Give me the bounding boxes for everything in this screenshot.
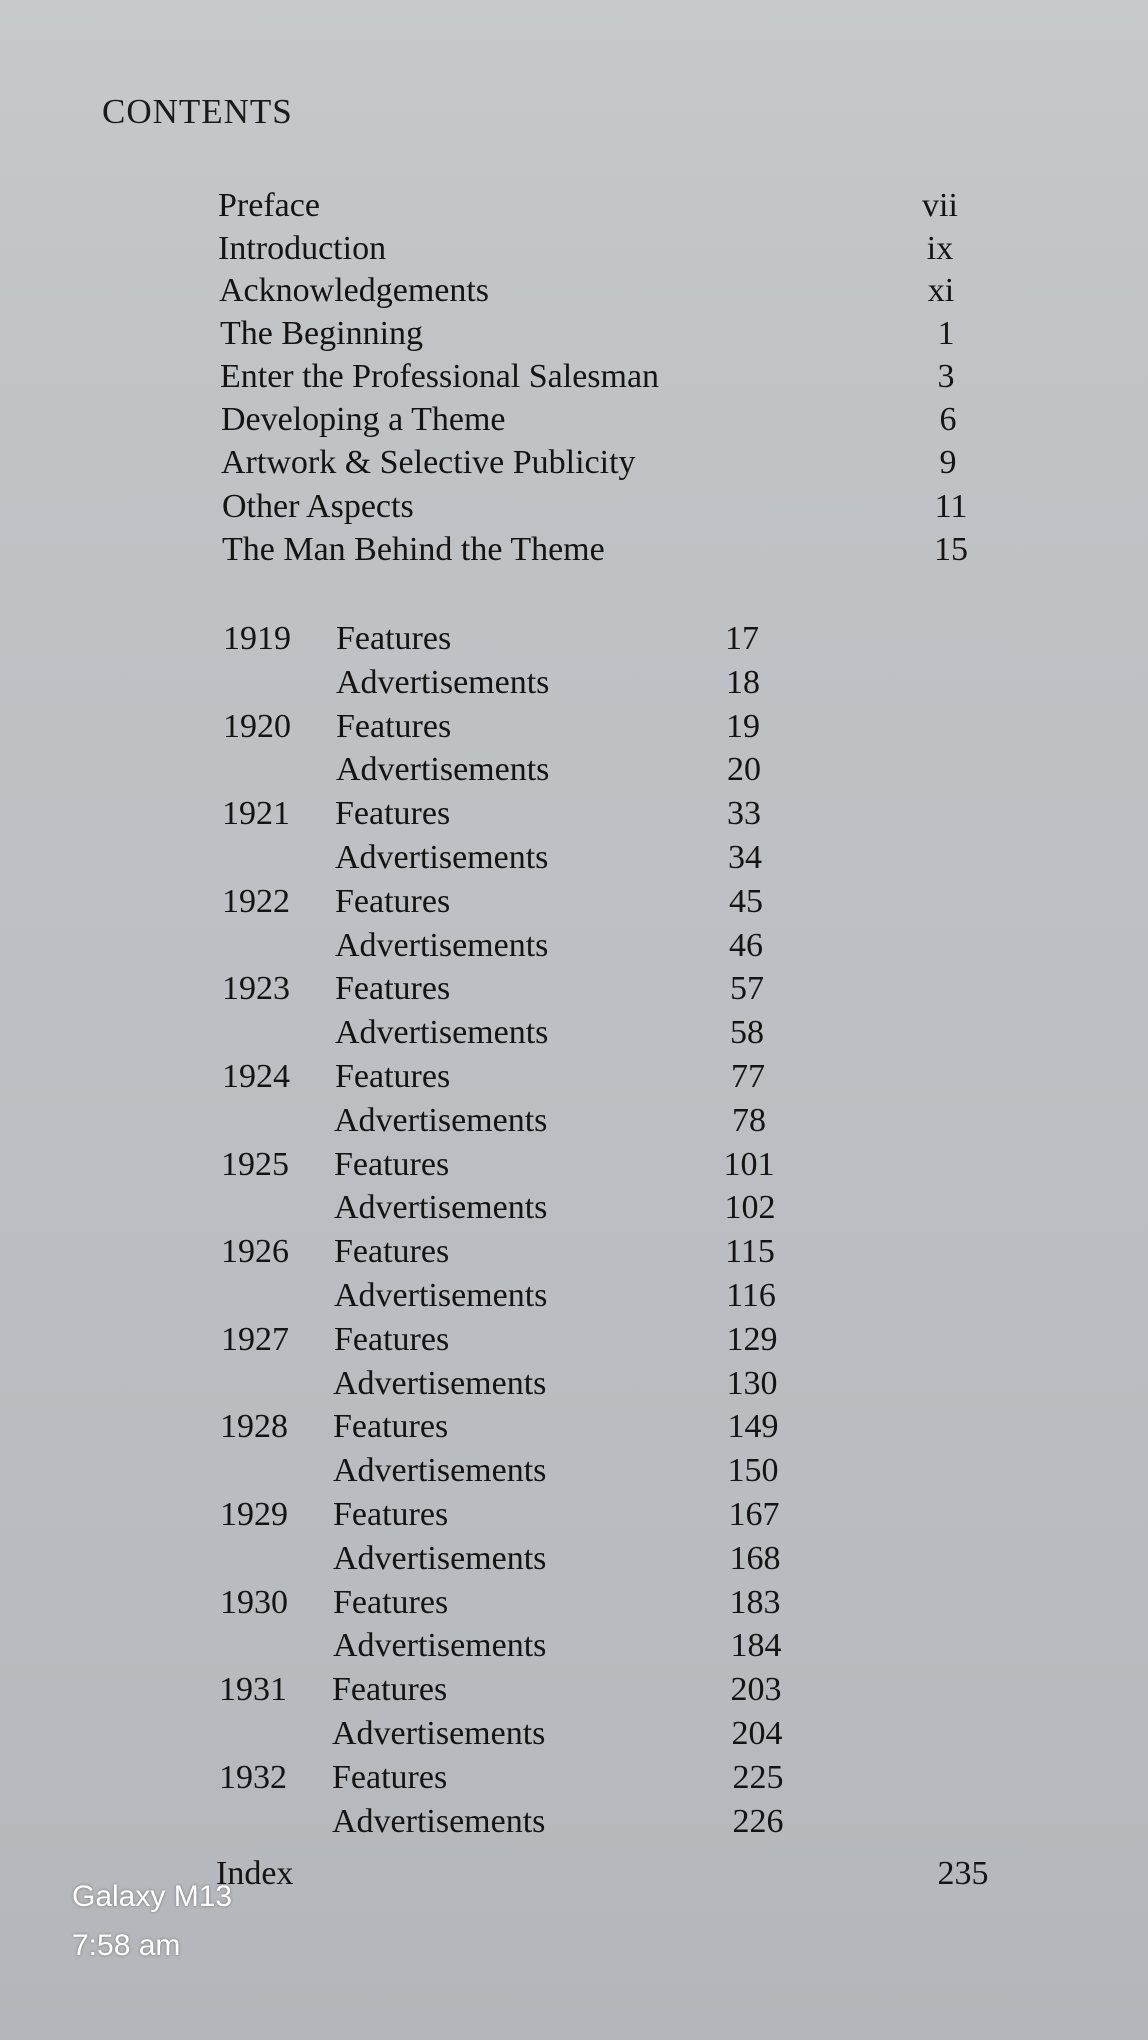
index-title: Index bbox=[216, 1855, 294, 1892]
toc-ads-label: Advertisements bbox=[334, 1102, 548, 1139]
toc-entry-title: Developing a Theme bbox=[221, 401, 506, 438]
toc-features-page: 115 bbox=[725, 1233, 775, 1270]
toc-ads-page: 20 bbox=[727, 751, 761, 788]
toc-features-label: Features bbox=[335, 1058, 451, 1095]
toc-features-label: Features bbox=[334, 1146, 450, 1183]
toc-features-page: 149 bbox=[727, 1408, 779, 1445]
toc-year: 1926 bbox=[221, 1233, 289, 1270]
toc-ads-label: Advertisements bbox=[334, 1277, 548, 1314]
toc-entry-title: The Beginning bbox=[220, 315, 424, 352]
toc-entry-page: 9 bbox=[939, 444, 957, 481]
toc-ads-page: 58 bbox=[730, 1014, 764, 1051]
toc-entry-page: 11 bbox=[934, 488, 968, 525]
toc-year: 1928 bbox=[220, 1408, 288, 1445]
index-page: 235 bbox=[937, 1855, 989, 1892]
toc-features-label: Features bbox=[333, 1584, 449, 1621]
toc-features-page: 129 bbox=[726, 1321, 778, 1358]
toc-year: 1932 bbox=[219, 1759, 287, 1796]
toc-year: 1929 bbox=[220, 1496, 288, 1533]
toc-ads-page: 116 bbox=[726, 1277, 776, 1314]
toc-ads-page: 204 bbox=[731, 1715, 783, 1752]
toc-entry-page: ix bbox=[926, 230, 954, 267]
toc-features-label: Features bbox=[336, 708, 452, 745]
toc-year: 1927 bbox=[221, 1321, 289, 1358]
toc-ads-label: Advertisements bbox=[335, 927, 549, 964]
toc-features-label: Features bbox=[332, 1759, 448, 1796]
toc-ads-label: Advertisements bbox=[333, 1452, 547, 1489]
toc-features-label: Features bbox=[334, 1321, 450, 1358]
toc-entry-page: 6 bbox=[939, 401, 957, 438]
toc-features-page: 77 bbox=[731, 1058, 765, 1095]
toc-entry-page: vii bbox=[922, 187, 958, 224]
toc-ads-page: 102 bbox=[724, 1189, 776, 1226]
toc-features-page: 101 bbox=[723, 1146, 775, 1183]
toc-ads-label: Advertisements bbox=[335, 1014, 549, 1051]
toc-entry-title: Acknowledgements bbox=[219, 272, 490, 309]
toc-entry-title: Preface bbox=[218, 187, 320, 224]
toc-ads-label: Advertisements bbox=[333, 1627, 547, 1664]
toc-features-page: 167 bbox=[728, 1496, 780, 1533]
toc-ads-page: 46 bbox=[729, 927, 763, 964]
toc-ads-page: 130 bbox=[726, 1365, 778, 1402]
toc-entry-page: 15 bbox=[934, 531, 968, 568]
camera-device-watermark: Galaxy M13 bbox=[72, 1880, 233, 1913]
toc-year: 1925 bbox=[221, 1146, 289, 1183]
toc-ads-page: 18 bbox=[726, 664, 760, 701]
toc-ads-label: Advertisements bbox=[333, 1540, 547, 1577]
toc-ads-page: 150 bbox=[727, 1452, 779, 1489]
toc-year: 1924 bbox=[222, 1058, 290, 1095]
toc-year: 1920 bbox=[223, 708, 291, 745]
toc-features-label: Features bbox=[335, 883, 451, 920]
toc-ads-page: 168 bbox=[729, 1540, 781, 1577]
toc-ads-label: Advertisements bbox=[333, 1365, 547, 1402]
toc-features-label: Features bbox=[335, 795, 451, 832]
toc-ads-label: Advertisements bbox=[332, 1803, 546, 1840]
toc-ads-page: 78 bbox=[732, 1102, 766, 1139]
toc-entry-title: Introduction bbox=[218, 230, 387, 267]
toc-year: 1919 bbox=[223, 620, 291, 657]
toc-features-label: Features bbox=[333, 1496, 449, 1533]
toc-features-page: 17 bbox=[725, 620, 759, 657]
toc-ads-label: Advertisements bbox=[332, 1715, 546, 1752]
camera-timestamp: 7:58 am bbox=[72, 1929, 181, 1962]
toc-ads-page: 184 bbox=[730, 1627, 782, 1664]
toc-entry-title: Enter the Professional Salesman bbox=[220, 358, 660, 395]
toc-year: 1921 bbox=[222, 795, 290, 832]
toc-ads-page: 34 bbox=[728, 839, 762, 876]
toc-entry-page: 3 bbox=[937, 358, 955, 395]
toc-features-label: Features bbox=[335, 970, 451, 1007]
toc-features-page: 45 bbox=[729, 883, 763, 920]
toc-entry-page: 1 bbox=[937, 315, 955, 352]
toc-features-label: Features bbox=[333, 1408, 449, 1445]
toc-ads-label: Advertisements bbox=[335, 839, 549, 876]
toc-ads-label: Advertisements bbox=[336, 664, 550, 701]
toc-entry-title: Other Aspects bbox=[222, 488, 414, 525]
toc-ads-page: 226 bbox=[732, 1803, 784, 1840]
toc-ads-label: Advertisements bbox=[336, 751, 550, 788]
toc-entry-page: xi bbox=[927, 272, 955, 309]
toc-features-label: Features bbox=[336, 620, 452, 657]
toc-features-label: Features bbox=[334, 1233, 450, 1270]
contents-heading: CONTENTS bbox=[102, 92, 293, 131]
toc-year: 1931 bbox=[219, 1671, 287, 1708]
toc-features-label: Features bbox=[332, 1671, 448, 1708]
toc-features-page: 33 bbox=[727, 795, 761, 832]
toc-entry-title: Artwork & Selective Publicity bbox=[221, 444, 636, 481]
toc-ads-label: Advertisements bbox=[334, 1189, 548, 1226]
toc-features-page: 183 bbox=[729, 1584, 781, 1621]
toc-year: 1930 bbox=[220, 1584, 288, 1621]
toc-year: 1922 bbox=[222, 883, 290, 920]
toc-entry-title: The Man Behind the Theme bbox=[222, 531, 605, 568]
toc-features-page: 57 bbox=[730, 970, 764, 1007]
toc-year: 1923 bbox=[222, 970, 290, 1007]
toc-features-page: 225 bbox=[732, 1759, 784, 1796]
toc-features-page: 19 bbox=[726, 708, 760, 745]
toc-features-page: 203 bbox=[730, 1671, 782, 1708]
